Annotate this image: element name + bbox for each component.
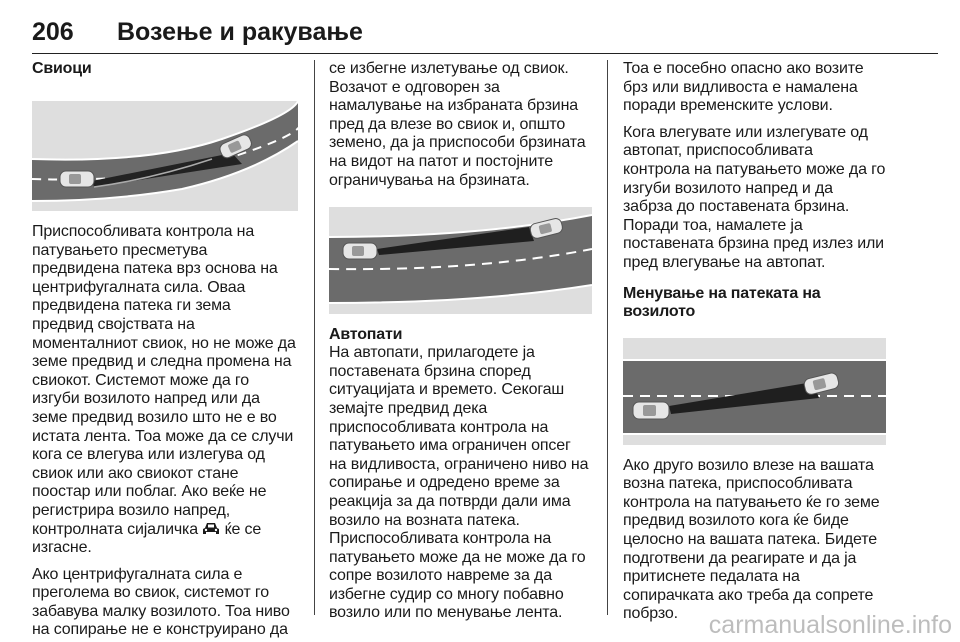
- section-heading-lane-change: Менување на патеката на возилото: [623, 284, 821, 320]
- paragraph-curves-1: Приспособливата контрола на патувањето пресметува предвидена патека врз основа на центрифугалната сила. Оваа предвидена патека ги зема предвид својствата на моменталниот свиок, но не може да земе предвид и следна промена на свиокот. Системот може да го изгуби возилото напред или да земе предвид возило што не е во истата лента. Тоа може да се случи кога се влегува или излегува од свиок или ако свиокот стане поостар или поблаг. Ако веќе не регистрира возило напред, контролната сијаличка ќе се изгасне.: [32, 223, 302, 558]
- page-header: [32, 12, 938, 52]
- paragraph-curves-2: Ако центрифугалната сила е преголема во свиок, системот го забавува малку возилото. Тоа ниво на сопирање не е конструирано да: [32, 565, 290, 639]
- watermark: carmanualsonline.info: [708, 611, 952, 639]
- section-heading-curves: Свиоци: [32, 60, 92, 77]
- page-number: 206: [32, 18, 74, 46]
- lane-change-illustration: [623, 338, 886, 445]
- column-2: [329, 60, 599, 623]
- column-divider: [314, 60, 315, 615]
- paragraph-entering-leaving: Кога влегувате или излегувате од автопат, приспособливата контрола на патувањето може да го изгуби возилото напред и да забрза до поставената брзина. Поради тоа, намалете ја поставената брзина пред излез или пред влегување на автопат.: [623, 123, 886, 271]
- paragraph-danger: Тоа е посебно опасно ако возите брз или видливоста е намалена поради временските услови.: [623, 60, 864, 115]
- page-title: Возење и ракување: [117, 18, 363, 46]
- paragraph-curves-cont: се избегне излетување од свиок. Возачот е одговорен за намалување на избраната брзина пред да влезе во свиок и, општо земено, да ја приспособи брзината на видот на патот и постојните ограничувања на брзината.: [329, 60, 586, 189]
- section-heading-motorways: Автопати: [329, 326, 403, 344]
- header-rule: [32, 53, 938, 54]
- control-lamp-line: контролната сијаличка ќе се: [32, 520, 262, 538]
- curve-illustration: [32, 101, 298, 211]
- column-3: [623, 60, 893, 624]
- paragraph-motorways: На автопати, прилагодете ја поставената брзина според ситуацијата и времето. Секогаш земајте предвид дека приспособливата контрола на патувањето има ограничен опсег на видливоста, ограничено ниво на сопирање и одредено време за реакција за да потврди дали има возило на возната патека. Приспособливата контрола на патувањето може да не може да го сопре возилото навреме за да избегне судир со многу побавно возило или по менување лента.: [329, 344, 589, 622]
- car-front-icon: [202, 522, 220, 536]
- column-1: [32, 60, 302, 640]
- motorway-illustration: [329, 207, 592, 314]
- column-divider: [607, 60, 608, 615]
- paragraph-lane-change: Ако друго возило влезе на вашата возна патека, приспособливата контрола на патувањето ќе го земе предвид возилото кога ќе биде целосно на вашата патека. Бидете подготвени да реагирате и да ја притиснете педалата на сопирачката ако треба да сопрете побрзо.: [623, 456, 880, 623]
